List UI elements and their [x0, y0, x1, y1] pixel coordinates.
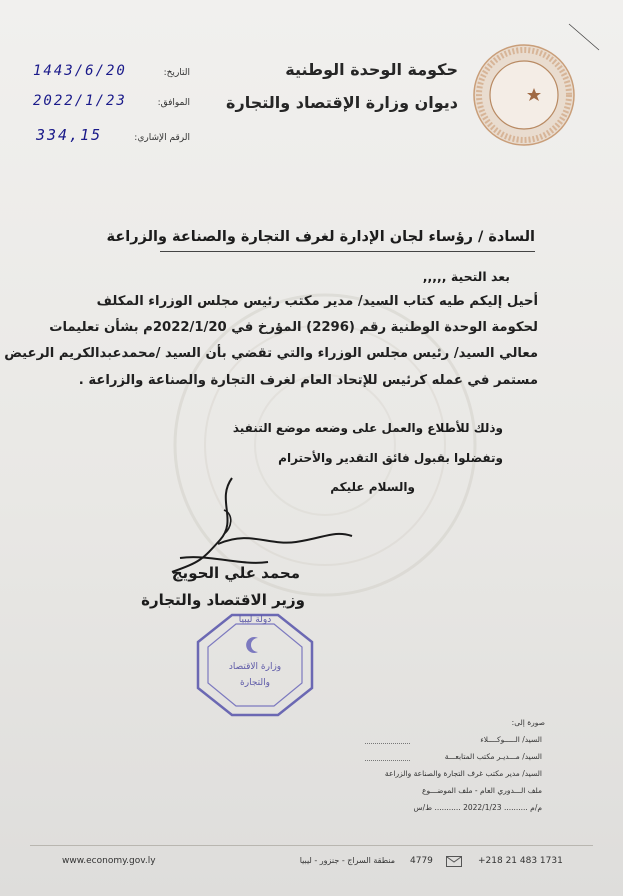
greeting: بعد التحية ,,,,,: [422, 269, 510, 284]
letterhead-line2: ديوان وزارة الإقتصاد والتجارة: [226, 93, 458, 112]
footer-website[interactable]: www.economy.gov.ly: [62, 856, 156, 866]
addressee: السادة / رؤساء لجان الإدارة لغرف التجارة والصناعة والزراعة: [106, 229, 535, 245]
footer-divider: [30, 845, 593, 846]
signatory-title: وزير الاقتصاد والتجارة: [141, 591, 305, 609]
gregorian-date-label: الموافق:: [157, 98, 190, 108]
signatory-name: محمد علي الحويج: [171, 564, 300, 582]
reference-number-label: الرقم الإشاري:: [134, 133, 190, 143]
body-line-2: لحكومة الوحدة الوطنية رقم (2296) المؤرخ في 2022/1/20م بشأن تعليمات: [49, 320, 538, 335]
closing-line-3: والسلام عليكم: [330, 480, 415, 494]
body-line-1: أحيل إليكم طيه كتاب السيد/ مدير مكتب رئيس مجلس الوزراء المكلف: [96, 294, 538, 309]
copies-item-3: السيد/ مدير مكتب غرف التجارة والصناعة والزراعة: [384, 769, 542, 778]
closing-line-2: وتفضلوا بقبول فائق التقدير والأحترام: [278, 451, 503, 465]
ministry-stamp: دولة ليبيا وزارة الاقتصاد والتجارة: [192, 612, 318, 718]
body-line-3: معالي السيد/ رئيس مجلس الوزراء والتي تقضي بأن السيد /محمدعبدالكريم الرعيض: [4, 346, 538, 361]
mail-icon: [446, 856, 462, 867]
letterhead-line1: حكومة الوحدة الوطنية: [285, 60, 458, 79]
copies-item-2: السيد/ مـــديـر مكتب المتابعـــة: [444, 752, 542, 761]
hijri-date-label: التاريخ:: [163, 68, 190, 78]
ministry-emblem: [472, 43, 576, 147]
footer-phone: +218 21 483 1731: [478, 856, 563, 866]
reference-number-value: 334,15: [36, 126, 103, 144]
footer-pobox: 4779: [410, 856, 433, 866]
body-line-4: مستمر في عمله كرئيس للإتحاد العام لغرف التجارة والصناعة والزراعة .: [78, 373, 538, 388]
copies-item-4: ملف الـــدوري العام - ملف الموضـــوع: [422, 786, 542, 795]
hijri-date-value: 1443/6/20: [33, 63, 127, 79]
copies-item-1: السيد/ الـــــوكــــلاء: [480, 735, 542, 744]
footer-address: منطقة السراج - جنزور - ليبيا: [299, 856, 395, 865]
closing-line-1: وذلك للأطلاع والعمل على وضعه موضع التنفيذ: [232, 421, 503, 435]
copies-footer-note: م/م .......... 2022/1/23 ........... ط/س: [413, 803, 542, 812]
copies-header: صورة إلى:: [511, 718, 545, 727]
addressee-underline: [160, 251, 535, 252]
gregorian-date-value: 2022/1/23: [33, 93, 127, 109]
pen-mark: [565, 20, 605, 60]
